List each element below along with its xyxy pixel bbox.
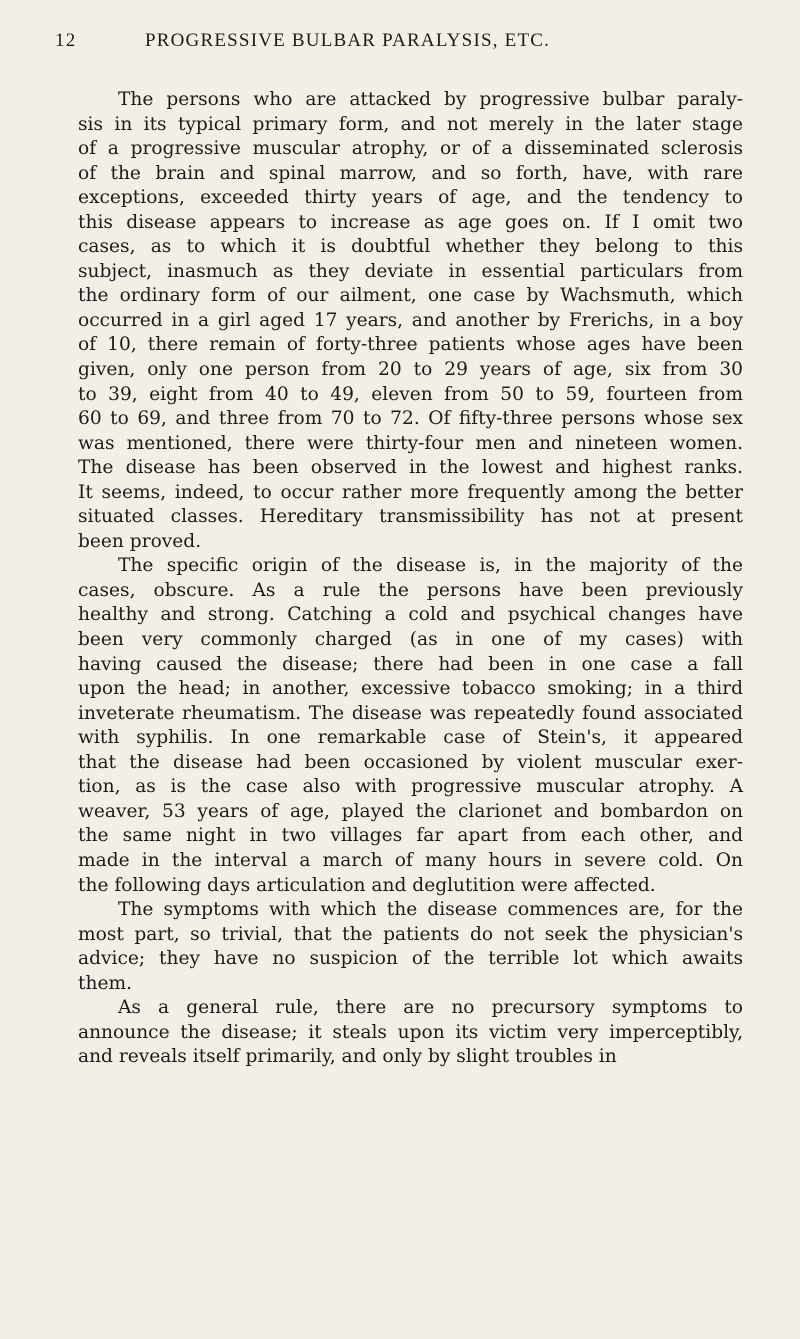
text-line: The persons who are attacked by progressive bulbar paraly-	[118, 89, 743, 110]
text-line: situated classes. Hereditary transmissibility has not at present	[78, 506, 743, 528]
text-line: It seems, indeed, to occur rather more frequently among the better	[78, 481, 743, 503]
paragraph	[78, 554, 743, 898]
text-line: that the disease had been occasioned by violent muscular exer-	[78, 751, 743, 773]
text-line: of the brain and spinal marrow, and so forth, have, with rare	[78, 162, 743, 184]
text-line: most part, so trivial, that the patients do not seek the physician's	[78, 923, 743, 945]
text-line: inveterate rheumatism. The disease was repeatedly found associated	[78, 702, 743, 724]
running-head	[55, 30, 735, 56]
running-title: PROGRESSIVE BULBAR PARALYSIS, ETC.	[145, 30, 551, 51]
text-line: announce the disease; it steals upon its victim very imperceptibly,	[78, 1021, 743, 1043]
text-line: the same night in two villages far apart from each other, and	[78, 825, 743, 847]
text-line: weaver, 53 years of age, played the clarionet and bombardon on	[78, 800, 743, 822]
text-line: healthy and strong. Catching a cold and psychical changes have	[78, 604, 743, 626]
text-line: with syphilis. In one remarkable case of Stein's, it appeared	[78, 727, 743, 749]
text-line: been proved.	[78, 530, 202, 552]
paragraph	[78, 996, 743, 1070]
text-line: to 39, eight from 40 to 49, eleven from 50 to 59, fourteen from	[78, 383, 743, 405]
text-line: been very commonly charged (as in one of my cases) with	[78, 629, 743, 651]
text-line: 60 to 69, and three from 70 to 72. Of fifty-three persons whose sex	[78, 408, 743, 430]
body-text	[78, 88, 743, 1070]
text-line: and reveals itself primarily, and only by slight troubles in	[78, 1046, 617, 1068]
text-line: advice; they have no suspicion of the terrible lot which awaits	[78, 948, 743, 970]
text-line: As a general rule, there are no precursory symptoms to	[118, 997, 743, 1019]
text-line: of a progressive muscular atrophy, or of a disseminated sclerosis	[78, 138, 743, 160]
text-line: cases, obscure. As a rule the persons have been previously	[78, 579, 743, 601]
text-line: upon the head; in another, excessive tobacco smoking; in a third	[78, 678, 743, 700]
text-line: of 10, there remain of forty-three patients whose ages have been	[78, 334, 743, 356]
text-line: the following days articulation and deglutition were affected.	[78, 874, 656, 896]
text-line: The specific origin of the disease is, in the majority of the	[118, 555, 743, 577]
text-line: them.	[78, 972, 132, 994]
text-line: given, only one person from 20 to 29 years of age, six from 30	[78, 359, 743, 381]
paragraph	[78, 898, 743, 996]
text-line: made in the interval a march of many hours in severe cold. On	[78, 849, 743, 871]
text-line: The disease has been observed in the lowest and highest ranks.	[78, 457, 743, 479]
page-number: 12	[55, 30, 77, 51]
text-line: having caused the disease; there had been in one case a fall	[78, 653, 743, 675]
text-line: cases, as to which it is doubtful whether they belong to this	[78, 236, 743, 258]
text-line: this disease appears to increase as age goes on. If I omit two	[78, 211, 743, 233]
text-line: sis in its typical primary form, and not merely in the later stage	[78, 113, 743, 135]
text-line: was mentioned, there were thirty-four men and nineteen women.	[78, 432, 743, 454]
text-line: occurred in a girl aged 17 years, and another by Frerichs, in a boy	[78, 309, 743, 331]
text-line: subject, inasmuch as they deviate in essential particulars from	[78, 260, 743, 282]
text-line: exceptions, exceeded thirty years of age, and the tendency to	[78, 187, 743, 209]
text-line: tion, as is the case also with progressive muscular atrophy. A	[78, 776, 743, 798]
text-line: the ordinary form of our ailment, one case by Wachsmuth, which	[78, 285, 743, 307]
text-line: The symptoms with which the disease commences are, for the	[118, 899, 743, 921]
paragraph	[78, 88, 743, 554]
